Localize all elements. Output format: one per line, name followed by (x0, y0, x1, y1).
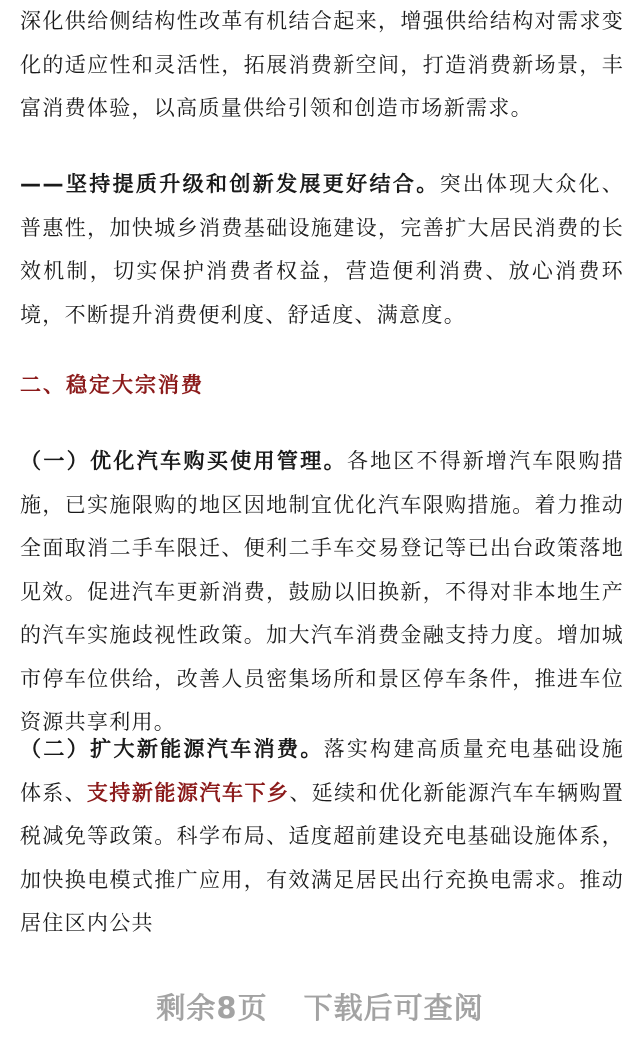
paragraph-text: 落实构建高质量充电基础设施体系、 (20, 737, 624, 805)
paragraph-lead-bold: （二）扩大新能源汽车消费。 (20, 737, 324, 761)
download-to-view-label[interactable]: 下载后可查阅 (303, 990, 484, 1025)
highlight-red-phrase: 支持新能源汽车下乡 (86, 780, 290, 805)
paragraph-supply-side (20, 0, 624, 131)
paragraph-quality-upgrade (20, 163, 624, 337)
remaining-pages-label[interactable]: 剩余8页 (156, 990, 268, 1025)
paragraph-text: 深化供给侧结构性改革有机结合起来，增强供给结构对需求变化的适应性和灵活性，拓展消费新空间，打造消费新场景，丰富消费体验，以高质量供给引领和创造市场新需求。 (20, 9, 624, 120)
paragraph-lead-bold: （一）优化汽车购买使用管理。 (20, 449, 347, 473)
paragraph-text: 、延续和优化新能源汽车车辆购置税减免等政策。科学布局、适度超前建设充电基础设施体系，加快换电模式推广应用，有效满足居民出行充换电需求。推动居住区内公共 (20, 780, 625, 935)
paragraph-text: 突出体现大众化、普惠性，加快城乡消费基础设施建设，完善扩大居民消费的长效机制，切实保护消费者权益，营造便利消费、放心消费环境，不断提升消费便利度、舒适度、满意度。 (20, 172, 624, 327)
section-heading: 二、稳定大宗消费 (20, 373, 204, 397)
paragraph-new-energy-vehicles (20, 728, 624, 946)
download-prompt-bar[interactable] (0, 976, 640, 1036)
paragraph-text: 各地区不得新增汽车限购措施，已实施限购的地区因地制宜优化汽车限购措施。着力推动全面取消二手车限迁、便利二手车交易登记等已出台政策落地见效。促进汽车更新消费，鼓励以旧换新，不得对非本地生产的汽车实施歧视性政策。加大汽车消费金融支持力度。增加城市停车位供给，改善人员密集场所和景区停车条件，推进车位资源共享利用。 (20, 449, 624, 734)
paragraph-lead-bold: ——坚持提质升级和创新发展更好结合。 (20, 172, 440, 196)
paragraph-car-purchase (20, 440, 624, 745)
